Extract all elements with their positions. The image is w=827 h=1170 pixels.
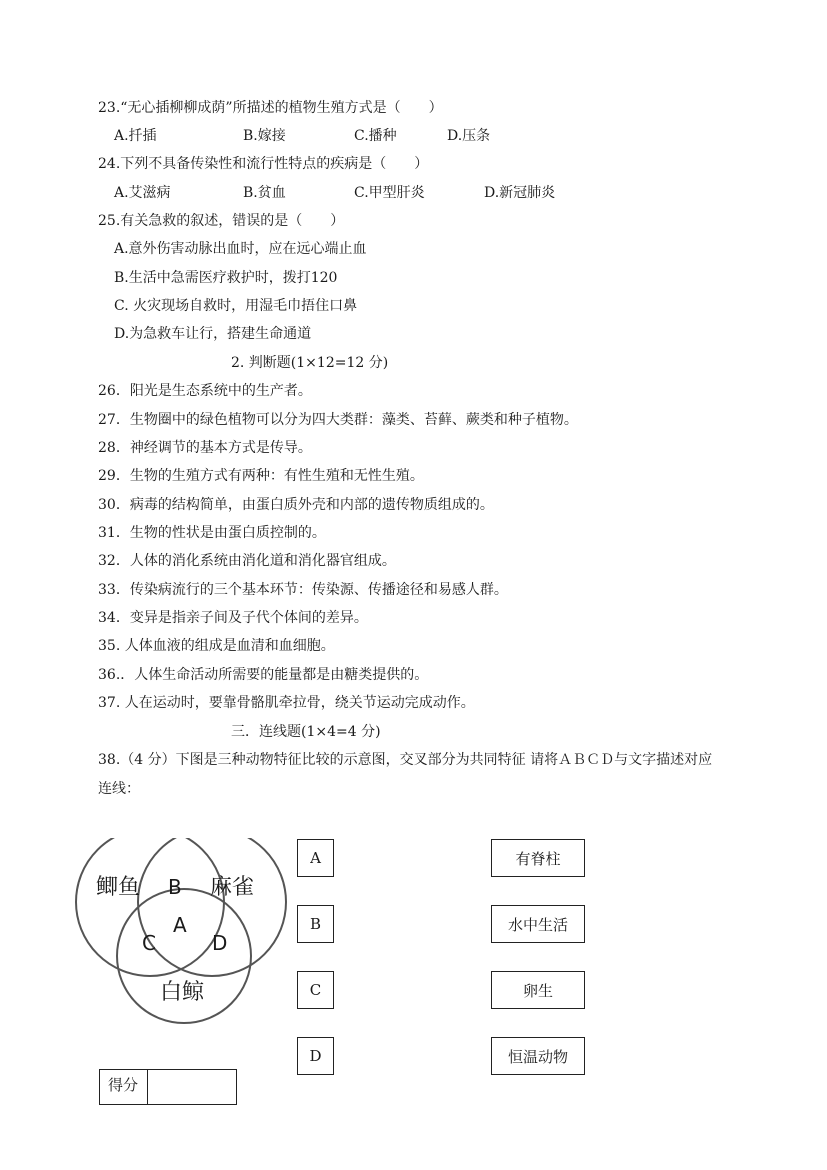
match-letter-c[interactable]: C [297,971,334,1009]
option-b: B.嫁接 [243,128,286,144]
match-trait-spine[interactable]: 有脊柱 [491,839,585,877]
venn-region-c: C [142,931,156,955]
match-trait-oviparous[interactable]: 卵生 [491,971,585,1009]
question-25: 25.有关急救的叙述，错误的是（ ） [98,213,345,229]
judgement-item: 27．生物圈中的绿色植物可以分为四大类群：藻类、苔藓、蕨类和种子植物。 [98,412,578,428]
judgement-item: 32．人体的消化系统由消化道和消化器官组成。 [98,553,396,569]
judgement-item: 30．病毒的结构简单，由蛋白质外壳和内部的遗传物质组成的。 [98,497,494,513]
option-c: C.甲型肝炎 [354,185,425,201]
judgement-item: 29．生物的生殖方式有两种：有性生殖和无性生殖。 [98,468,424,484]
question-38: 38.（4 分）下图是三种动物特征比较的示意图，交叉部分为共同特征 请将ＡＢＣＤ与文字描述对应 [98,752,713,768]
venn-circle-bird [138,838,286,976]
option-b: B.贫血 [243,185,286,201]
judgement-item: 37. 人在运动时，要靠骨骼肌牵拉骨，绕关节运动完成动作。 [98,695,475,711]
judgement-item: 31．生物的性状是由蛋白质控制的。 [98,525,326,541]
section-3-heading: 三．连线题(1×4=4 分) [231,724,381,740]
match-trait-aquatic[interactable]: 水中生活 [491,905,585,943]
venn-circle-fish [76,838,224,976]
match-trait-warm-blooded[interactable]: 恒温动物 [491,1037,585,1075]
option-d: D.为急救车让行，搭建生命通道 [114,326,312,342]
score-label: 得分 [100,1070,148,1104]
match-letter-a[interactable]: A [297,839,334,877]
question-38-continued: 连线： [98,781,140,797]
option-b: B.生活中急需医疗救护时，拨打120 [114,270,338,286]
match-letter-b[interactable]: B [297,905,334,943]
judgement-item: 28．神经调节的基本方式是传导。 [98,440,312,456]
judgement-item: 26．阳光是生态系统中的生产者。 [98,383,312,399]
venn-label-bird: 麻雀 [210,875,255,900]
match-letter-d[interactable]: D [297,1037,334,1075]
judgement-item: 33．传染病流行的三个基本环节：传染源、传播途径和易感人群。 [98,582,508,598]
judgement-item: 34．变异是指亲子间及子代个体间的差异。 [98,610,368,626]
option-d: D.新冠肺炎 [484,185,556,201]
option-a: A.意外伤害动脉出血时，应在远心端止血 [114,241,367,257]
question-23: 23.“无心插柳柳成荫”所描述的植物生殖方式是（ ） [98,100,443,116]
venn-region-d: D [212,931,228,955]
venn-region-a: A [173,913,187,937]
venn-diagram [72,838,288,1038]
option-a: A.扦插 [114,128,157,144]
score-field[interactable] [148,1070,236,1104]
venn-region-b: B [168,875,182,899]
question-24: 24.下列不具备传染性和流行性特点的疾病是（ ） [98,156,429,172]
option-c: C. 火灾现场自救时，用湿毛巾捂住口鼻 [114,298,358,314]
judgement-item: 35. 人体血液的组成是血清和血细胞。 [98,638,335,654]
option-a: A.艾滋病 [114,185,171,201]
option-c: C.播种 [354,128,397,144]
option-d: D.压条 [447,128,491,144]
venn-label-fish: 鲫鱼 [96,875,141,900]
venn-label-whale: 白鲸 [160,980,205,1005]
section-2-heading: 2. 判断题(1×12=12 分) [231,355,389,371]
score-box [99,1069,237,1105]
judgement-item: 36.．人体生命活动所需要的能量都是由糖类提供的。 [98,667,429,683]
